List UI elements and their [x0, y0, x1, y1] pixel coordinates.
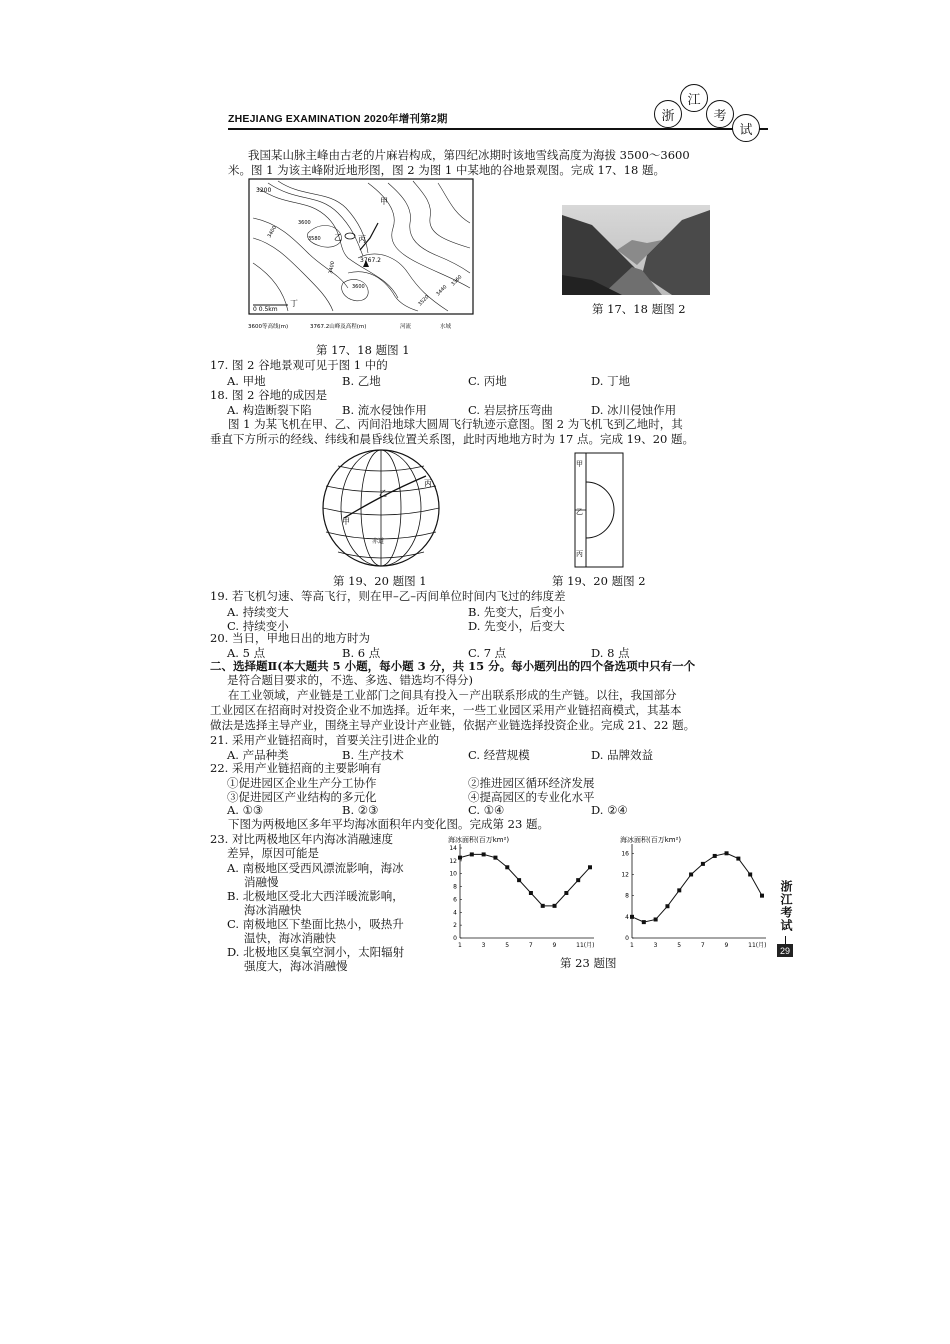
intro-19-20-line2: 垂直下方所示的经线、纬线和晨昏线位置关系图，此时丙地地方时为 17 点。完成 19、20 题。 — [210, 432, 695, 446]
data-point — [642, 920, 646, 924]
fig-caption-23: 第 23 题图 — [560, 956, 617, 970]
y-tick-label: 4 — [625, 913, 629, 921]
q18-option-d[interactable]: D. 冰川侵蚀作用 — [591, 403, 677, 417]
contour-label: 3580 — [308, 236, 321, 242]
q22-item-4: ④提高园区的专业化水平 — [468, 790, 595, 804]
q21-option-b[interactable]: B. 生产技术 — [342, 748, 404, 762]
x-tick-label: 1 — [630, 942, 634, 949]
q19-stem: 19. 若飞机匀速、等高飞行，则在甲–乙–丙间单位时间内飞过的纬度差 — [210, 589, 566, 603]
intro-21-22-line2: 工业园区在招商时对投资企业不加选择。近年来，一些工业园区采用产业链招商模式，其基本 — [210, 703, 682, 717]
globe-label-yi: 乙 — [379, 489, 387, 498]
data-point — [665, 904, 669, 908]
q20-option-d[interactable]: D. 8 点 — [591, 646, 630, 660]
q18-option-c[interactable]: C. 岩层挤压弯曲 — [468, 403, 553, 417]
globe-label-equator: 赤道 — [372, 538, 385, 545]
x-tick-label: 9 — [552, 942, 557, 949]
q23-stem-line1: 23. 对比两极地区年内海冰消融速度 — [210, 832, 393, 846]
q17-option-d[interactable]: D. 丁地 — [591, 374, 631, 388]
data-point — [505, 865, 509, 869]
data-point — [470, 852, 474, 856]
badge-char: 江 — [680, 84, 708, 112]
place-bing: 丙 — [358, 235, 366, 244]
q18-option-a[interactable]: A. 构造断裂下陷 — [227, 403, 312, 417]
q21-option-a[interactable]: A. 产品种类 — [227, 748, 289, 762]
q19-option-b[interactable]: B. 先变大，后变小 — [468, 605, 565, 619]
intro-19-20-line1: 图 1 为某飞机在甲、乙、丙间沿地球大圆周飞行轨迹示意图。图 2 为飞机飞到乙地时，其 — [228, 417, 683, 431]
q22-item-2: ②推进园区循环经济发展 — [468, 776, 595, 790]
q22-option-c[interactable]: C. ①④ — [468, 803, 505, 817]
data-point — [736, 857, 740, 861]
y-tick-label: 14 — [449, 845, 457, 852]
intro-17-18-line1: 我国某山脉主峰由古老的片麻岩构成，第四纪冰期时该地雪线高度为海拔 3500～3600 — [248, 148, 690, 162]
q23-option-c-cont: 温快，海冰消融快 — [244, 931, 336, 945]
intro-21-22-line1: 在工业领域，产业链是工业部门之间具有投入－产出联系形成的生产链。以往，我国部分 — [228, 688, 677, 702]
q22-item-1: ①促进园区企业生产分工协作 — [227, 776, 377, 790]
chart-title: 海冰面积(百万km²) — [448, 836, 510, 844]
badge-char: 试 — [732, 114, 760, 142]
legend-peak: 3767.2山峰及高程(m) — [310, 324, 367, 330]
q22-stem: 22. 采用产业链招商的主要影响有 — [210, 761, 382, 775]
x-tick-label: 11(月) — [576, 942, 595, 949]
y-tick-label: 0 — [625, 935, 629, 942]
data-point — [588, 865, 592, 869]
contour-label: 3600 — [352, 284, 365, 290]
globe-label-jia: 甲 — [342, 517, 350, 526]
sea-ice-chart-2 — [612, 830, 772, 955]
q22-item-3: ③促进园区产业结构的多元化 — [227, 790, 377, 804]
x-tick-label: 7 — [528, 942, 533, 949]
x-tick-label: 9 — [724, 942, 729, 949]
q23-option-d-cont: 强度大，海冰消融慢 — [244, 959, 348, 973]
q23-option-a[interactable]: A. 南极地区受西风漂流影响，海冰 — [227, 861, 404, 875]
q19-option-c[interactable]: C. 持续变小 — [227, 619, 289, 633]
data-point — [630, 915, 634, 919]
data-point — [748, 872, 752, 876]
data-point — [654, 917, 658, 921]
data-point — [701, 862, 705, 866]
legend-river: 河流 — [400, 324, 412, 330]
q18-option-b[interactable]: B. 流水侵蚀作用 — [342, 403, 427, 417]
x-tick-label: 5 — [677, 942, 682, 949]
y-tick-label: 12 — [621, 871, 629, 879]
x-tick-label: 5 — [505, 942, 510, 949]
q21-option-d[interactable]: D. 品牌效益 — [591, 748, 654, 762]
q22-option-b[interactable]: B. ②③ — [342, 803, 379, 817]
q23-stem-line2: 差异，原因可能是 — [227, 846, 319, 860]
q17-option-a[interactable]: A. 甲地 — [227, 374, 266, 388]
y-tick-label: 8 — [625, 892, 629, 900]
q17-option-c[interactable]: C. 丙地 — [468, 374, 507, 388]
data-point — [760, 894, 764, 898]
q19-option-d[interactable]: D. 先变小，后变大 — [468, 619, 565, 633]
place-yi: 乙 — [334, 233, 342, 242]
sea-ice-chart-1 — [440, 830, 600, 955]
intro-21-22-line3: 做法是选择主导产业，围绕主导产业设计产业链，依据产业链选择投资企业。完成 21、22 题。 — [210, 718, 696, 732]
q23-option-d[interactable]: D. 北极地区臭氧空洞小，太阳辐射 — [227, 945, 405, 959]
data-point — [493, 856, 497, 860]
fig1-caption-19-20: 第 19、20 题图 1 — [333, 574, 427, 588]
contour-label: 3400 — [266, 224, 279, 239]
fig1-caption-17-18: 第 17、18 题图 1 — [316, 343, 410, 357]
data-point — [482, 852, 486, 856]
legend-contour: 3600等高线(m) — [248, 324, 289, 330]
chart-title: 海冰面积(百万km²) — [620, 836, 682, 844]
contour-label: 3520 — [417, 294, 431, 308]
q17-option-b[interactable]: B. 乙地 — [342, 374, 381, 388]
q23-option-a-cont: 消融慢 — [244, 875, 279, 889]
q17-stem: 17. 图 2 谷地景观可见于图 1 中的 — [210, 358, 388, 372]
y-tick-label: 12 — [449, 857, 457, 865]
globe-diagram — [316, 448, 446, 573]
data-point — [725, 851, 729, 855]
contour-label: 3440 — [435, 284, 449, 298]
y-tick-label: 2 — [453, 922, 457, 930]
place-ding: 丁 — [290, 299, 298, 308]
badge-char: 考 — [706, 100, 734, 128]
section2-heading-line2: 是符合题目要求的，不选、多选、错选均不得分) — [227, 673, 473, 687]
y-tick-label: 8 — [453, 883, 457, 891]
valley-photo — [562, 205, 710, 295]
x-tick-label: 11(月) — [748, 942, 767, 949]
y-tick-label: 4 — [453, 909, 457, 917]
q18-stem: 18. 图 2 谷地的成因是 — [210, 388, 328, 402]
data-point — [689, 872, 693, 876]
data-point — [553, 904, 557, 908]
fig2-label-yi: 乙 — [576, 508, 583, 516]
section2-heading: 二、选择题Ⅱ(本大题共 5 小题，每小题 3 分，共 15 分。每小题列出的四个备选项中只有一个 — [210, 659, 696, 673]
q21-stem: 21. 采用产业链招商时，首要关注引进企业的 — [210, 733, 439, 747]
data-point — [564, 891, 568, 895]
y-tick-label: 16 — [621, 850, 629, 858]
page-number: 29 — [777, 944, 793, 957]
intro-17-18-line2: 米。图 1 为该主峰附近地形图，图 2 为图 1 中某地的谷地景观图。完成 17、18 题。 — [228, 163, 665, 177]
y-tick-label: 0 — [453, 935, 457, 942]
q23-option-c[interactable]: C. 南极地区下垫面比热小，吸热升 — [227, 917, 404, 931]
globe-label-bing: 丙 — [424, 479, 432, 488]
legend-water: 水域 — [440, 324, 452, 330]
data-point — [677, 888, 681, 892]
x-tick-label: 3 — [481, 942, 486, 949]
sidebar-vertical-title: 浙江考试 — [779, 880, 793, 932]
place-jia: 甲 — [380, 197, 388, 206]
fig2-caption-17-18: 第 17、18 题图 2 — [592, 302, 686, 316]
contour-label: 3200 — [256, 187, 272, 194]
series-line — [460, 854, 590, 905]
q21-option-c[interactable]: C. 经营规模 — [468, 748, 530, 762]
journal-header: ZHEJIANG EXAMINATION 2020年增刊第2期 — [228, 113, 448, 125]
fig2-label-jia: 甲 — [576, 460, 583, 468]
peak-elevation: 3767.2 — [360, 257, 381, 264]
sidebar-tick — [785, 936, 786, 944]
contour-label: 3360 — [450, 274, 464, 288]
intro-23: 下图为两极地区多年平均海冰面积年内变化图。完成第 23 题。 — [228, 817, 549, 831]
badge-char: 浙 — [654, 100, 682, 128]
series-line — [632, 853, 762, 922]
q23-option-b[interactable]: B. 北极地区受北大西洋暖流影响， — [227, 889, 404, 903]
x-tick-label: 3 — [653, 942, 658, 949]
x-tick-label: 1 — [458, 942, 462, 949]
y-tick-label: 10 — [449, 870, 457, 878]
q22-option-a[interactable]: A. ①③ — [227, 803, 264, 817]
data-point — [541, 904, 545, 908]
q23-option-b-cont: 海冰消融快 — [244, 903, 302, 917]
q20-option-b[interactable]: B. 6 点 — [342, 646, 381, 660]
q20-option-c[interactable]: C. 7 点 — [468, 646, 507, 660]
fig2-label-bing: 丙 — [576, 550, 583, 558]
contour-label: 3600 — [298, 220, 311, 226]
data-point — [458, 856, 462, 860]
data-point — [713, 854, 717, 858]
map-scale: 0 0.5km — [253, 306, 278, 313]
q22-option-d[interactable]: D. ②④ — [591, 803, 628, 817]
header-rule — [228, 128, 768, 130]
q19-option-a[interactable]: A. 持续变大 — [227, 605, 289, 619]
contour-label: 3400 — [328, 260, 337, 275]
y-tick-label: 6 — [453, 896, 457, 904]
fig2-caption-19-20: 第 19、20 题图 2 — [552, 574, 646, 588]
x-tick-label: 7 — [700, 942, 705, 949]
data-point — [529, 891, 533, 895]
data-point — [576, 878, 580, 882]
terminator-diagram — [574, 452, 626, 570]
topographic-map — [248, 178, 478, 343]
q20-stem: 20. 当日，甲地日出的地方时为 — [210, 631, 370, 645]
q20-option-a[interactable]: A. 5 点 — [227, 646, 266, 660]
data-point — [517, 878, 521, 882]
